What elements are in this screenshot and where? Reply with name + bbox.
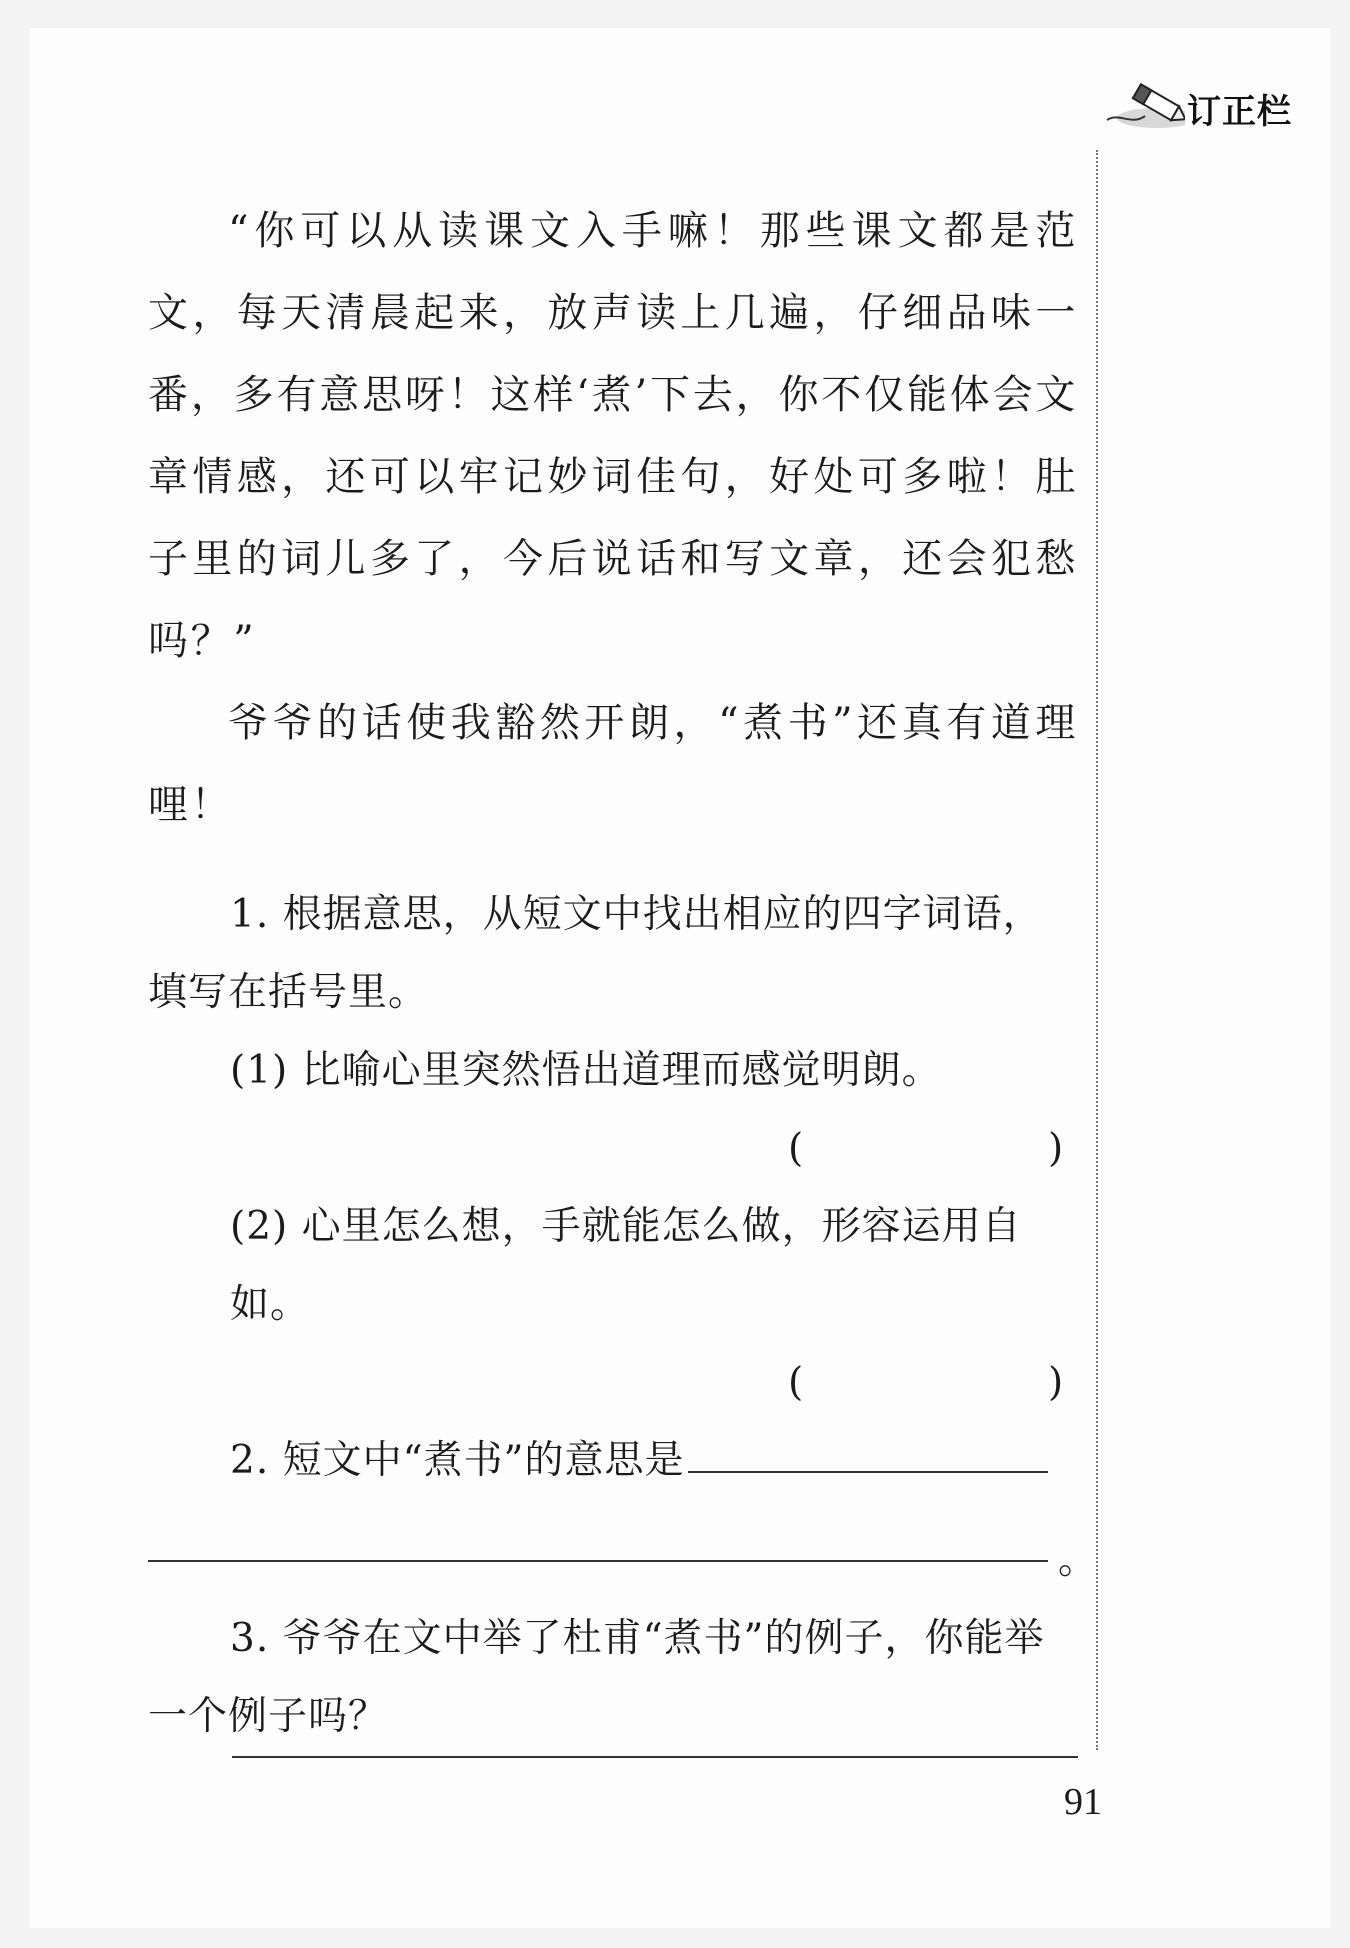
right-parenthesis: ) — [1048, 1126, 1065, 1171]
sentence-end-mark: 。 — [1058, 1538, 1099, 1583]
left-parenthesis: ( — [788, 1360, 805, 1405]
question-1-item-1: (1) 比喻心里突然悟出道理而感觉明朗。 — [230, 1048, 942, 1093]
right-parenthesis: ) — [1048, 1360, 1065, 1405]
page-number: 91 — [1064, 1781, 1102, 1823]
passage-paragraph: 爷爷的话使我豁然开朗，“煮书”还真有道理哩！ — [148, 700, 1078, 828]
correction-column-divider — [1096, 150, 1098, 1750]
answer-line[interactable] — [688, 1470, 1048, 1473]
question-1-item-2: (2) 心里怎么想，手就能怎么做，形容运用自如。 — [230, 1204, 1022, 1327]
left-parenthesis: ( — [788, 1126, 805, 1171]
passage-paragraph: “你可以从读课文入手嘛！那些课文都是范文，每天清晨起来，放声读上几遍，仔细品味一番，多有意思呀！这样‘煮’下去，你不仅能体会文章情感，还可以牢记妙词佳句，好处可多啦！肚子里的词儿多了，今后说话和写文章，还会犯愁吗？” — [148, 208, 1078, 664]
answer-parentheses[interactable] — [148, 1110, 1078, 1188]
answer-line[interactable] — [148, 1560, 1048, 1562]
correction-column-header — [1105, 78, 1335, 148]
answer-line[interactable] — [232, 1756, 1078, 1758]
question-2 — [148, 1422, 1078, 1500]
question-3: 3. 爷爷在文中举了杜甫“煮书”的例子，你能举一个例子吗？ — [148, 1616, 1045, 1739]
story-passage — [148, 190, 1078, 846]
question-2-text: 2. 短文中“煮书”的意思是 — [230, 1438, 685, 1483]
answer-parentheses[interactable] — [148, 1344, 1078, 1422]
answer-line-row — [148, 1500, 1099, 1600]
question-1: 1. 根据意思，从短文中找出相应的四字词语，填写在括号里。 — [148, 892, 1043, 1015]
pencil-icon — [1105, 78, 1185, 138]
question-list — [148, 876, 1099, 1756]
correction-column-title: 订正栏 — [1187, 92, 1292, 132]
